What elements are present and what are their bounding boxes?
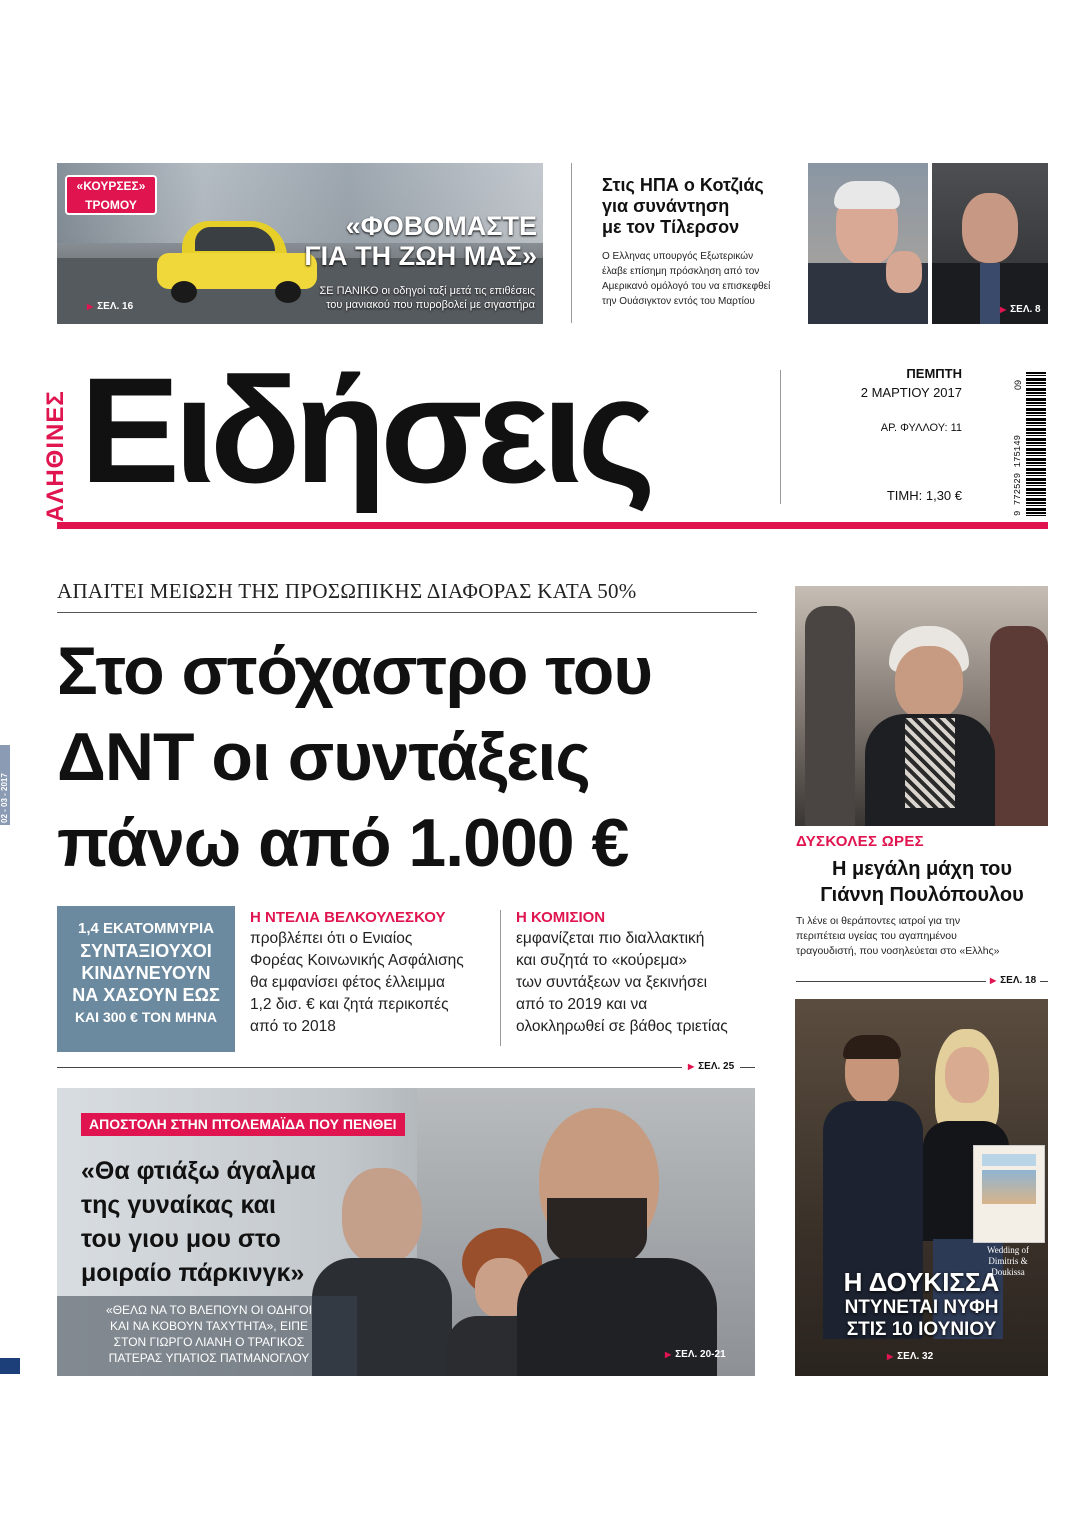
- page-rule: [57, 1067, 682, 1068]
- column-body: εμφανίζεται πιο διαλλακτική και συζητά το «κούρεμα» των συντάξεων να ξεκινήσει από το 2019 και να ολοκληρωθεί σε βάθος τριετίας: [516, 930, 728, 1035]
- background-person: [990, 626, 1048, 826]
- kotzias-photo: [932, 163, 1048, 324]
- barcode-number: 9 772529 175149: [1013, 434, 1023, 516]
- lead-headline[interactable]: Στο στόχαστρο του ΔΝΤ οι συντάξεις πάνω από 1.000 €: [57, 633, 652, 881]
- poulopoulos-photo[interactable]: [795, 586, 1048, 826]
- teaser-subtitle: ΣΕ ΠΑΝΙΚΟ οι οδηγοί ταξί μετά τις επιθέσεις του μανιακού που πυροβολεί με σιγαστήρα: [319, 285, 535, 311]
- page-reference: ▶ ΣΕΛ. 25: [688, 1061, 734, 1072]
- issue-price: ΤΙΜΗ: 1,30 €: [886, 488, 962, 503]
- masthead-vertical-label: ΑΛΗΘΙΝΕΣ: [42, 390, 69, 522]
- page-rule: [740, 1067, 755, 1068]
- column-body: προβλέπει ότι ο Ενιαίος Φορέας Κοινωνικής Ασφάλισης θα εμφανίσει φέτος έλλειμμα 1,2 δισ. € και ζητά περικοπές από το 2018: [250, 930, 464, 1035]
- lead-kicker-rule: [57, 612, 757, 613]
- page-reference: ▶ ΣΕΛ. 18: [990, 975, 1036, 986]
- issue-date: 2 ΜΑΡΤΙΟΥ 2017: [860, 385, 962, 400]
- page-reference: ▶ ΣΕΛ. 16: [87, 301, 133, 312]
- column-komision: [516, 908, 761, 1038]
- pensioners-info-box: 1,4 ΕΚΑΤΟΜΜΥΡΙΑ ΣΥΝΤΑΞΙΟΥΧΟΙ ΚΙΝΔΥΝΕΥΟΥΝ ΝΑ ΧΑΣΟΥΝ ΕΩΣ ΚΑΙ 300 € ΤΟΝ ΜΗΝΑ: [57, 906, 235, 1052]
- side-body: Τι λένε οι θεράποντες ιατροί για την περιπέτεια υγείας του αγαπημένου τραγουδιστή, που νοσηλεύεται στο «Ελλhς»: [796, 915, 1000, 957]
- barcode-addon: 09: [1013, 379, 1023, 390]
- page-rule: [1040, 981, 1048, 982]
- lead-kicker: ΑΠΑΙΤΕΙ ΜΕΙΩΣΗ ΤΗΣ ΠΡΟΣΩΠΙΚΗΣ ΔΙΑΦΟΡΑΣ ΚΑΤΑ 50%: [57, 579, 637, 603]
- story-quote: «Θα φτιάξω άγαλμα της γυναίκας και του γιου μου στο μοιραίο πάρκινγκ»: [81, 1157, 316, 1287]
- singer-figure: [865, 626, 995, 826]
- tillerson-photo: [808, 163, 928, 324]
- masthead-title[interactable]: Ειδήσεις: [80, 346, 650, 514]
- barcode-bars: [1026, 372, 1046, 516]
- page-reference: ▶ ΣΕΛ. 32: [887, 1351, 933, 1362]
- side-headline[interactable]: Η μεγάλη μάχη του Γιάννη Πουλόπουλου: [820, 858, 1024, 906]
- masthead-rule: [57, 522, 1048, 529]
- story-subtitle-text: «ΘΕΛΩ ΝΑ ΤΟ ΒΛΕΠΟΥΝ ΟΙ ΟΔΗΓΟΙ ΚΑΙ ΝΑ ΚΟΒΟΥΝ ΤΑΧΥΤΗΤΑ», ΕΙΠΕ ΣΤΟΝ ΓΙΩΡΓΟ ΛΙΑΝΗ Ο ΤΡΑΓΙΚΟΣ ΠΑΤΕΡΑΣ ΥΠΑΤΙΟΣ ΠΑΤΜΑΝΟΓΛΟΥ: [106, 1303, 312, 1365]
- ptolemaida-story[interactable]: [57, 1088, 755, 1376]
- doukissa-headline: Η ΔΟΥΚΙΣΣΑ ΝΤΥΝΕΤΑΙ ΝΥΦΗ ΣΤΙΣ 10 ΙΟΥΝΙΟΥ: [843, 1267, 1000, 1340]
- tag-label: «ΚΟΥΡΣΕΣ» ΤΡΟΜΟΥ: [65, 175, 157, 215]
- issue-number: ΑΡ. ΦΥΛΛΟΥ: 11: [880, 422, 962, 434]
- kotzias-headline[interactable]: Στις ΗΠΑ ο Κοτζιάς για συνάντηση με τον Τίλερσον: [602, 175, 764, 237]
- column-velkouleskou: [250, 908, 495, 1038]
- teaser-headline: «ΦΟΒΟΜΑΣΤΕ ΓΙΑ ΤΗ ΖΩΗ ΜΑΣ»: [304, 211, 537, 271]
- margin-date-strip: 02 - 03 - 2017: [0, 745, 10, 825]
- wedding-card: [973, 1145, 1045, 1243]
- page-reference: ▶ ΣΕΛ. 20-21: [665, 1349, 726, 1360]
- page-rule: [796, 981, 986, 982]
- man-right-figure: [517, 1108, 717, 1376]
- column-title: Η ΚΟΜΙΣΙΟΝ: [516, 909, 606, 926]
- kotzias-body: Ο Ελληνας υπουργός Εξωτερικών έλαβε επίσημη πρόσκληση από τον Αμερικανό ομόλογό του να επισκεφθεί την Ουάσιγκτον εντός του Μαρτίου: [602, 251, 771, 307]
- issue-day: ΠΕΜΠΤΗ: [906, 366, 962, 381]
- margin-color-marker: [0, 1358, 20, 1374]
- column-divider: [571, 163, 572, 323]
- lead-column-divider: [500, 910, 501, 1046]
- doukissa-story[interactable]: [795, 999, 1048, 1376]
- column-title: Η ΝΤΕΛΙΑ ΒΕΛΚΟΥΛΕΣΚΟΥ: [250, 909, 446, 926]
- background-person: [805, 606, 855, 826]
- taxi-teaser[interactable]: [57, 163, 543, 324]
- masthead-divider: [780, 370, 781, 504]
- page-reference: ▶ ΣΕΛ. 8: [1000, 304, 1041, 315]
- wedding-card-caption: Wedding of Dimitris & Doukissa: [986, 1245, 1030, 1277]
- barcode: [1012, 372, 1046, 516]
- story-banner: ΑΠΟΣΤΟΛΗ ΣΤΗΝ ΠΤΟΛΕΜΑΪΔΑ ΠΟΥ ΠΕΝΘΕΙ: [81, 1113, 405, 1136]
- side-kicker: ΔΥΣΚΟΛΕΣ ΩΡΕΣ: [796, 833, 924, 850]
